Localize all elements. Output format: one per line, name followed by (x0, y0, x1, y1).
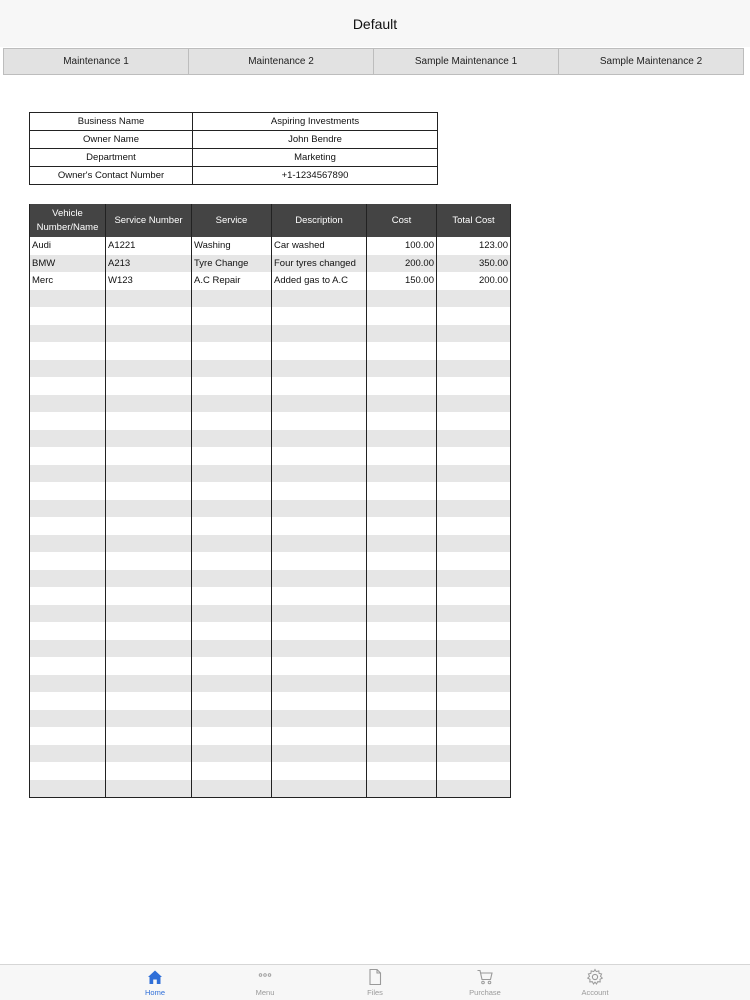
cell-total-cost[interactable]: 350.00 (437, 255, 511, 273)
cell-service-number[interactable] (106, 692, 192, 710)
table-row (30, 517, 511, 535)
cell-vehicle[interactable]: Merc (30, 272, 106, 290)
cell-service[interactable] (192, 745, 272, 763)
column-header-cost: Cost (367, 204, 437, 237)
cell-service[interactable]: A.C Repair (192, 272, 272, 290)
cell-description[interactable] (272, 622, 367, 640)
table-row (30, 727, 511, 745)
cell-service[interactable] (192, 570, 272, 588)
cell-vehicle[interactable] (30, 622, 106, 640)
cell-service[interactable] (192, 465, 272, 483)
tabbar-item-purchase[interactable] (430, 965, 540, 1000)
tabbar-item-account[interactable] (540, 965, 650, 1000)
cell-description[interactable] (272, 692, 367, 710)
table-row (30, 395, 511, 413)
table-row (30, 307, 511, 325)
cell-description[interactable] (272, 657, 367, 675)
info-row (30, 149, 438, 167)
cell-cost[interactable] (367, 552, 437, 570)
cell-description[interactable] (272, 605, 367, 623)
info-value[interactable]: Aspiring Investments (193, 113, 438, 131)
table-row (30, 657, 511, 675)
cell-cost[interactable] (367, 745, 437, 763)
cell-service-number[interactable] (106, 307, 192, 325)
cell-cost[interactable] (367, 605, 437, 623)
cell-service-number[interactable] (106, 710, 192, 728)
cell-description[interactable] (272, 745, 367, 763)
table-row (30, 587, 511, 605)
table-row (30, 272, 511, 290)
cell-vehicle[interactable] (30, 640, 106, 658)
cell-vehicle[interactable] (30, 517, 106, 535)
service-table (29, 204, 511, 798)
cell-service[interactable] (192, 552, 272, 570)
column-header-vehicle: Vehicle Number/Name (30, 204, 106, 237)
info-row (30, 113, 438, 131)
cell-cost[interactable] (367, 517, 437, 535)
table-row (30, 255, 511, 273)
cell-total-cost[interactable] (437, 710, 511, 728)
gear-icon (586, 968, 604, 986)
cell-service[interactable] (192, 290, 272, 308)
cell-service-number[interactable] (106, 517, 192, 535)
table-row (30, 377, 511, 395)
cell-cost[interactable] (367, 675, 437, 693)
cell-service[interactable]: Tyre Change (192, 255, 272, 273)
tab-sample-maintenance-2[interactable]: Sample Maintenance 2 (558, 48, 744, 75)
cell-total-cost[interactable] (437, 325, 511, 343)
cell-total-cost[interactable] (437, 307, 511, 325)
cell-description[interactable] (272, 482, 367, 500)
tab-sample-maintenance-1[interactable]: Sample Maintenance 1 (373, 48, 558, 75)
cell-service-number[interactable] (106, 500, 192, 518)
cell-cost[interactable] (367, 727, 437, 745)
cell-total-cost[interactable] (437, 622, 511, 640)
cell-service-number[interactable]: A213 (106, 255, 192, 273)
cell-cost[interactable] (367, 570, 437, 588)
tab-maintenance-2[interactable]: Maintenance 2 (188, 48, 373, 75)
cell-cost[interactable] (367, 482, 437, 500)
cell-vehicle[interactable] (30, 605, 106, 623)
cell-vehicle[interactable] (30, 482, 106, 500)
column-header-service-number: Service Number (106, 204, 192, 237)
cell-service-number[interactable] (106, 552, 192, 570)
file-icon (366, 968, 384, 986)
cell-cost[interactable] (367, 657, 437, 675)
cell-vehicle[interactable] (30, 535, 106, 553)
cell-vehicle[interactable] (30, 692, 106, 710)
info-value[interactable]: John Bendre (193, 131, 438, 149)
cell-cost[interactable] (367, 342, 437, 360)
cell-total-cost[interactable] (437, 552, 511, 570)
cell-service-number[interactable] (106, 430, 192, 448)
cell-service-number[interactable] (106, 657, 192, 675)
cell-total-cost[interactable] (437, 587, 511, 605)
cell-cost[interactable] (367, 307, 437, 325)
cell-vehicle[interactable] (30, 377, 106, 395)
cell-cost[interactable] (367, 430, 437, 448)
table-row (30, 780, 511, 798)
cell-total-cost[interactable] (437, 395, 511, 413)
cell-description[interactable] (272, 552, 367, 570)
cell-description[interactable] (272, 307, 367, 325)
cell-service[interactable] (192, 692, 272, 710)
tabbar-label: Files (367, 988, 383, 997)
cell-total-cost[interactable] (437, 745, 511, 763)
cell-vehicle[interactable]: Audi (30, 237, 106, 255)
cell-description[interactable] (272, 500, 367, 518)
column-header-total-cost: Total Cost (437, 204, 511, 237)
cell-description[interactable] (272, 412, 367, 430)
cell-service-number[interactable] (106, 290, 192, 308)
cell-service-number[interactable] (106, 465, 192, 483)
cell-service[interactable] (192, 762, 272, 780)
cell-description[interactable]: Four tyres changed (272, 255, 367, 273)
cell-service[interactable] (192, 395, 272, 413)
cell-cost[interactable] (367, 640, 437, 658)
tabbar-label: Account (581, 988, 609, 997)
table-row (30, 290, 511, 308)
cell-cost[interactable] (367, 762, 437, 780)
cell-description[interactable] (272, 727, 367, 745)
info-value[interactable]: +1-1234567890 (193, 167, 438, 185)
cell-total-cost[interactable] (437, 517, 511, 535)
cell-total-cost[interactable] (437, 640, 511, 658)
cell-total-cost[interactable] (437, 430, 511, 448)
cell-total-cost[interactable] (437, 762, 511, 780)
cell-service-number[interactable] (106, 325, 192, 343)
table-row (30, 535, 511, 553)
cell-service-number[interactable] (106, 412, 192, 430)
cell-cost[interactable] (367, 587, 437, 605)
info-row (30, 131, 438, 149)
cell-service[interactable] (192, 535, 272, 553)
cell-vehicle[interactable] (30, 727, 106, 745)
cell-description[interactable] (272, 377, 367, 395)
cell-vehicle[interactable] (30, 710, 106, 728)
cell-description[interactable] (272, 290, 367, 308)
cell-service[interactable] (192, 412, 272, 430)
cell-vehicle[interactable] (30, 360, 106, 378)
column-header-service: Service (192, 204, 272, 237)
cell-total-cost[interactable] (437, 482, 511, 500)
table-row (30, 237, 511, 255)
cell-service[interactable] (192, 640, 272, 658)
cell-vehicle[interactable] (30, 395, 106, 413)
cell-vehicle[interactable] (30, 430, 106, 448)
cell-cost[interactable] (367, 412, 437, 430)
table-row (30, 325, 511, 343)
business-info-table (29, 112, 438, 185)
cell-description[interactable] (272, 360, 367, 378)
cell-service[interactable] (192, 500, 272, 518)
cell-total-cost[interactable] (437, 377, 511, 395)
table-row (30, 412, 511, 430)
cell-service-number[interactable] (106, 377, 192, 395)
info-label: Owner's Contact Number (30, 167, 193, 185)
more-icon (256, 968, 274, 986)
cell-service-number[interactable] (106, 447, 192, 465)
cell-service[interactable] (192, 675, 272, 693)
cell-description[interactable] (272, 762, 367, 780)
cell-total-cost[interactable] (437, 360, 511, 378)
cell-service-number[interactable] (106, 622, 192, 640)
table-row (30, 500, 511, 518)
tabbar-label: Purchase (469, 988, 501, 997)
cell-total-cost[interactable] (437, 692, 511, 710)
cell-vehicle[interactable] (30, 762, 106, 780)
tabbar-item-files[interactable] (320, 965, 430, 1000)
cell-service[interactable] (192, 657, 272, 675)
tabbar-label: Home (144, 988, 165, 997)
cell-service-number[interactable] (106, 535, 192, 553)
cell-cost[interactable] (367, 535, 437, 553)
cell-cost[interactable] (367, 447, 437, 465)
cell-total-cost[interactable] (437, 570, 511, 588)
tabbar-item-home[interactable] (100, 965, 210, 1000)
cell-description[interactable]: Car washed (272, 237, 367, 255)
cell-vehicle[interactable] (30, 447, 106, 465)
table-row (30, 675, 511, 693)
info-value[interactable]: Marketing (193, 149, 438, 167)
cell-service-number[interactable] (106, 605, 192, 623)
cell-service-number[interactable] (106, 587, 192, 605)
cell-description[interactable] (272, 342, 367, 360)
cell-cost[interactable] (367, 710, 437, 728)
cell-cost[interactable] (367, 622, 437, 640)
cell-service-number[interactable] (106, 482, 192, 500)
table-row (30, 465, 511, 483)
cell-service[interactable] (192, 605, 272, 623)
cell-cost[interactable] (367, 377, 437, 395)
cell-service[interactable]: Washing (192, 237, 272, 255)
cell-vehicle[interactable] (30, 552, 106, 570)
cell-vehicle[interactable] (30, 307, 106, 325)
cell-cost[interactable] (367, 465, 437, 483)
table-row (30, 552, 511, 570)
cell-total-cost[interactable] (437, 500, 511, 518)
cell-cost[interactable]: 100.00 (367, 237, 437, 255)
cell-service[interactable] (192, 622, 272, 640)
table-row (30, 447, 511, 465)
cell-vehicle[interactable] (30, 745, 106, 763)
cell-cost[interactable] (367, 395, 437, 413)
navigation-bar (0, 0, 750, 47)
cell-vehicle[interactable]: BMW (30, 255, 106, 273)
cell-service[interactable] (192, 325, 272, 343)
cell-vehicle[interactable] (30, 570, 106, 588)
cell-service-number[interactable] (106, 570, 192, 588)
cell-cost[interactable]: 200.00 (367, 255, 437, 273)
segmented-tabs (3, 48, 744, 75)
cell-description[interactable] (272, 780, 367, 798)
cell-service-number[interactable] (106, 640, 192, 658)
home-icon (146, 968, 164, 986)
cell-service[interactable] (192, 377, 272, 395)
cell-service[interactable] (192, 587, 272, 605)
cell-service[interactable] (192, 710, 272, 728)
table-row (30, 692, 511, 710)
cell-service-number[interactable] (106, 360, 192, 378)
cell-vehicle[interactable] (30, 675, 106, 693)
cell-description[interactable] (272, 640, 367, 658)
cell-cost[interactable] (367, 500, 437, 518)
cell-cost[interactable] (367, 360, 437, 378)
cart-icon (476, 968, 494, 986)
cell-description[interactable] (272, 447, 367, 465)
cell-cost[interactable]: 150.00 (367, 272, 437, 290)
cell-service-number[interactable]: A1221 (106, 237, 192, 255)
cell-service-number[interactable] (106, 780, 192, 798)
cell-vehicle[interactable] (30, 465, 106, 483)
cell-service-number[interactable] (106, 395, 192, 413)
cell-cost[interactable] (367, 325, 437, 343)
cell-service-number[interactable] (106, 745, 192, 763)
cell-service[interactable] (192, 517, 272, 535)
cell-description[interactable] (272, 710, 367, 728)
cell-total-cost[interactable] (437, 780, 511, 798)
cell-service-number[interactable] (106, 675, 192, 693)
cell-total-cost[interactable] (437, 447, 511, 465)
cell-total-cost[interactable] (437, 727, 511, 745)
cell-description[interactable] (272, 430, 367, 448)
cell-service[interactable] (192, 780, 272, 798)
cell-description[interactable] (272, 395, 367, 413)
cell-service[interactable] (192, 307, 272, 325)
cell-total-cost[interactable] (437, 412, 511, 430)
cell-vehicle[interactable] (30, 412, 106, 430)
cell-service[interactable] (192, 447, 272, 465)
cell-service[interactable] (192, 727, 272, 745)
info-label: Business Name (30, 113, 193, 131)
table-row (30, 745, 511, 763)
table-row (30, 710, 511, 728)
cell-service-number[interactable] (106, 762, 192, 780)
bottom-tab-bar (0, 964, 750, 1000)
column-header-description: Description (272, 204, 367, 237)
cell-vehicle[interactable] (30, 780, 106, 798)
cell-service[interactable] (192, 360, 272, 378)
cell-vehicle[interactable] (30, 500, 106, 518)
cell-total-cost[interactable] (437, 605, 511, 623)
tabbar-label: Menu (255, 988, 275, 997)
tabbar-item-menu[interactable] (210, 965, 320, 1000)
info-label: Owner Name (30, 131, 193, 149)
cell-total-cost[interactable] (437, 657, 511, 675)
table-row (30, 360, 511, 378)
cell-cost[interactable] (367, 290, 437, 308)
cell-total-cost[interactable] (437, 465, 511, 483)
table-row (30, 570, 511, 588)
cell-total-cost[interactable] (437, 675, 511, 693)
cell-service-number[interactable]: W123 (106, 272, 192, 290)
cell-service[interactable] (192, 430, 272, 448)
cell-description[interactable] (272, 570, 367, 588)
info-label: Department (30, 149, 193, 167)
tab-maintenance-1[interactable]: Maintenance 1 (3, 48, 188, 75)
table-row (30, 430, 511, 448)
cell-total-cost[interactable]: 123.00 (437, 237, 511, 255)
cell-service[interactable] (192, 482, 272, 500)
cell-service-number[interactable] (106, 342, 192, 360)
table-header-row (30, 204, 511, 237)
table-row (30, 482, 511, 500)
info-row (30, 167, 438, 185)
cell-vehicle[interactable] (30, 587, 106, 605)
cell-description[interactable] (272, 465, 367, 483)
cell-description[interactable] (272, 517, 367, 535)
cell-total-cost[interactable] (437, 290, 511, 308)
cell-description[interactable] (272, 535, 367, 553)
cell-description[interactable] (272, 675, 367, 693)
cell-total-cost[interactable] (437, 535, 511, 553)
cell-service-number[interactable] (106, 727, 192, 745)
cell-vehicle[interactable] (30, 325, 106, 343)
cell-service[interactable] (192, 342, 272, 360)
table-row (30, 622, 511, 640)
table-row (30, 762, 511, 780)
cell-cost[interactable] (367, 780, 437, 798)
cell-cost[interactable] (367, 692, 437, 710)
cell-vehicle[interactable] (30, 290, 106, 308)
table-row (30, 640, 511, 658)
cell-description[interactable]: Added gas to A.C (272, 272, 367, 290)
page-title: Default (352, 15, 398, 32)
table-row (30, 605, 511, 623)
cell-vehicle[interactable] (30, 657, 106, 675)
cell-description[interactable] (272, 587, 367, 605)
cell-total-cost[interactable]: 200.00 (437, 272, 511, 290)
cell-description[interactable] (272, 325, 367, 343)
cell-total-cost[interactable] (437, 342, 511, 360)
table-row (30, 342, 511, 360)
cell-vehicle[interactable] (30, 342, 106, 360)
service-table-body (30, 237, 511, 798)
